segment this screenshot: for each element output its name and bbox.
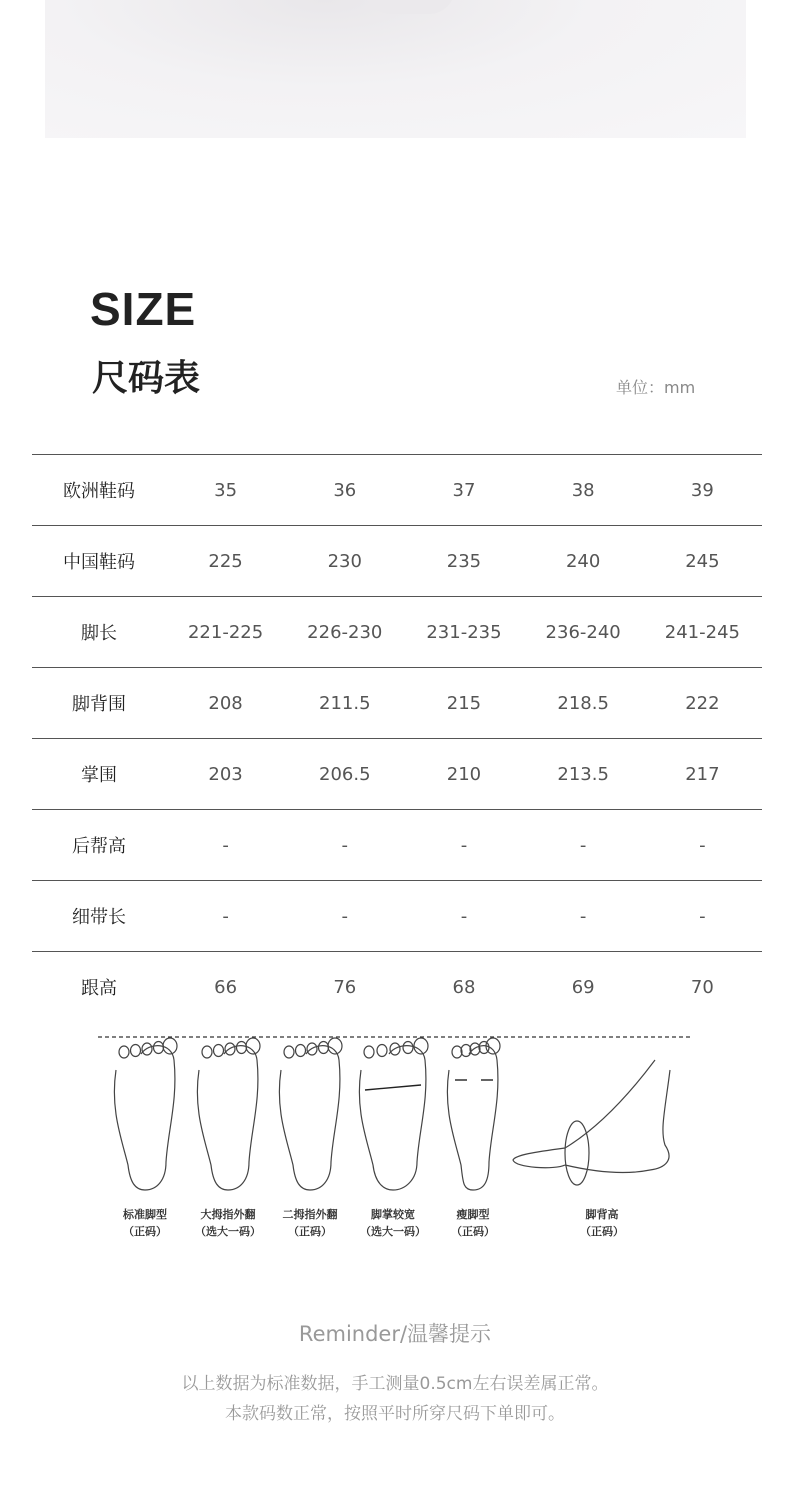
toe bbox=[237, 1042, 247, 1054]
measure-arrow bbox=[365, 1085, 421, 1090]
toe bbox=[403, 1042, 413, 1054]
table-cell: - bbox=[285, 881, 404, 952]
table-cell: 76 bbox=[285, 952, 404, 1023]
foot-type-note: （正码） bbox=[123, 1225, 167, 1238]
table-cell: - bbox=[166, 810, 285, 881]
foot-type-name: 脚掌较宽 bbox=[371, 1208, 415, 1221]
table-cell: 240 bbox=[524, 526, 643, 597]
table-cell: 218.5 bbox=[524, 668, 643, 739]
table-cell: - bbox=[404, 881, 523, 952]
table-cell: 226-230 bbox=[285, 597, 404, 668]
table-cell: - bbox=[643, 881, 762, 952]
table-cell: 222 bbox=[643, 668, 762, 739]
table-cell: 38 bbox=[524, 455, 643, 526]
foot-type-name: 大拇指外翻 bbox=[200, 1208, 256, 1221]
table-cell: 68 bbox=[404, 952, 523, 1023]
size-table bbox=[32, 454, 762, 1022]
toe bbox=[319, 1042, 329, 1054]
table-cell: 39 bbox=[643, 455, 762, 526]
table-cell: 35 bbox=[166, 455, 285, 526]
toe bbox=[296, 1045, 306, 1057]
foot-type-name: 标准脚型 bbox=[123, 1208, 167, 1221]
foot-type-note: （正码） bbox=[580, 1225, 624, 1238]
toe bbox=[119, 1046, 129, 1058]
unit-label: 单位：mm bbox=[616, 378, 696, 397]
table-row bbox=[32, 810, 762, 881]
table-row bbox=[32, 668, 762, 739]
table-cell: 66 bbox=[166, 952, 285, 1023]
toe bbox=[461, 1045, 471, 1057]
table-cell: 36 bbox=[285, 455, 404, 526]
table-cell: - bbox=[166, 881, 285, 952]
table-cell: 230 bbox=[285, 526, 404, 597]
table-cell: 236-240 bbox=[524, 597, 643, 668]
foot-outline bbox=[114, 1046, 175, 1190]
table-cell: 217 bbox=[643, 739, 762, 810]
foot-outline bbox=[447, 1046, 498, 1190]
table-cell: 241-245 bbox=[643, 597, 762, 668]
reminder-title: Reminder/温馨提示 bbox=[298, 1322, 492, 1346]
side-view-foot bbox=[513, 1060, 670, 1172]
toe bbox=[154, 1042, 164, 1054]
table-row bbox=[32, 597, 762, 668]
toe bbox=[470, 1043, 480, 1055]
product-photo-shape bbox=[365, 0, 455, 14]
product-photo bbox=[45, 0, 746, 138]
table-row bbox=[32, 739, 762, 810]
table-cell: 206.5 bbox=[285, 739, 404, 810]
table-cell: - bbox=[524, 810, 643, 881]
table-row bbox=[32, 952, 762, 1023]
table-cell: 235 bbox=[404, 526, 523, 597]
table-cell: 37 bbox=[404, 455, 523, 526]
table-row bbox=[32, 881, 762, 952]
toe bbox=[163, 1038, 177, 1054]
instep-band bbox=[565, 1121, 589, 1185]
table-cell: 211.5 bbox=[285, 668, 404, 739]
table-cell: 221-225 bbox=[166, 597, 285, 668]
foot-type-name: 二拇指外翻 bbox=[282, 1208, 338, 1221]
table-cell: 70 bbox=[643, 952, 762, 1023]
row-label: 中国鞋码 bbox=[32, 526, 166, 597]
size-title: SIZE bbox=[90, 283, 197, 335]
table-cell: 203 bbox=[166, 739, 285, 810]
row-label: 后帮高 bbox=[32, 810, 166, 881]
table-cell: 231-235 bbox=[404, 597, 523, 668]
foot-type-note: （选大一码） bbox=[360, 1225, 426, 1238]
table-cell: 245 bbox=[643, 526, 762, 597]
row-label: 脚背围 bbox=[32, 668, 166, 739]
row-label: 欧洲鞋码 bbox=[32, 455, 166, 526]
table-row bbox=[32, 526, 762, 597]
table-cell: - bbox=[404, 810, 523, 881]
foot-type-name: 瘦脚型 bbox=[456, 1208, 490, 1221]
toe bbox=[377, 1045, 387, 1057]
table-cell: 225 bbox=[166, 526, 285, 597]
toe bbox=[452, 1046, 462, 1058]
table-cell: - bbox=[643, 810, 762, 881]
table-cell: 213.5 bbox=[524, 739, 643, 810]
toe bbox=[246, 1038, 260, 1054]
row-label: 脚长 bbox=[32, 597, 166, 668]
row-label: 跟高 bbox=[32, 952, 166, 1023]
size-chart-title: 尺码表 bbox=[92, 358, 201, 399]
toe bbox=[202, 1046, 212, 1058]
row-label: 掌围 bbox=[32, 739, 166, 810]
toe bbox=[131, 1045, 141, 1057]
table-row bbox=[32, 455, 762, 526]
table-cell: 69 bbox=[524, 952, 643, 1023]
foot-type-illustration bbox=[95, 1030, 695, 1250]
table-cell: 215 bbox=[404, 668, 523, 739]
table-cell: 210 bbox=[404, 739, 523, 810]
toe bbox=[328, 1038, 342, 1054]
foot-outline bbox=[279, 1046, 340, 1190]
toe bbox=[284, 1046, 294, 1058]
foot-type-name: 脚背高 bbox=[585, 1208, 619, 1221]
foot-type-note: （正码） bbox=[451, 1225, 495, 1238]
foot-type-note: （选大一码） bbox=[195, 1225, 261, 1238]
foot-outline bbox=[359, 1046, 426, 1190]
foot-outline bbox=[197, 1046, 258, 1190]
reminder-line-1: 以上数据为标准数据，手工测量0.5cm左右误差属正常。 bbox=[181, 1374, 609, 1394]
table-cell: 208 bbox=[166, 668, 285, 739]
foot-type-note: （正码） bbox=[288, 1225, 332, 1238]
table-cell: - bbox=[285, 810, 404, 881]
toe bbox=[214, 1045, 224, 1057]
row-label: 细带长 bbox=[32, 881, 166, 952]
toe bbox=[364, 1046, 374, 1058]
reminder-line-2: 本款码数正常，按照平时所穿尺码下单即可。 bbox=[225, 1404, 565, 1424]
table-cell: - bbox=[524, 881, 643, 952]
